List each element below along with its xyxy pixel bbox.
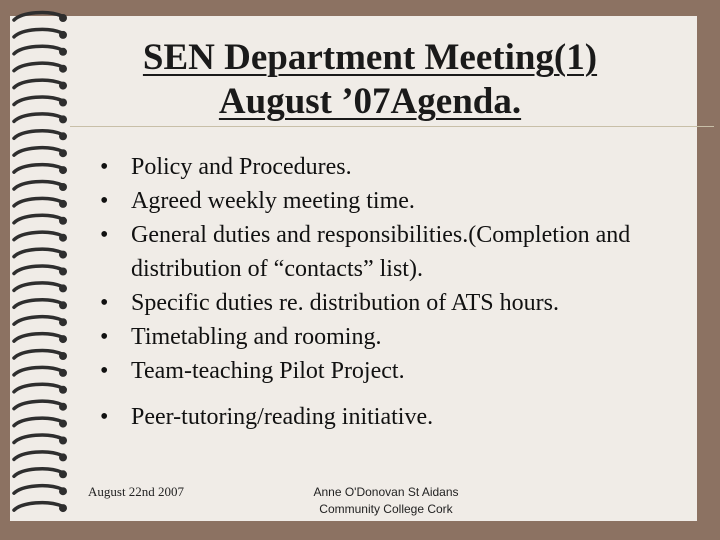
spiral-ring	[14, 46, 67, 55]
agenda-item: • Peer-tutoring/reading initiative.	[100, 400, 690, 434]
spiral-ring	[14, 148, 67, 157]
footer-date: August 22nd 2007	[88, 484, 185, 499]
spiral-ring	[14, 384, 67, 393]
spiral-ring	[14, 418, 67, 427]
spiral-ring	[14, 435, 67, 444]
footer-author-line-1: Anne O'Donovan St Aidans	[313, 485, 459, 499]
spiral-ring	[14, 114, 67, 123]
spiral-ring	[14, 97, 67, 106]
spiral-ring	[14, 13, 67, 22]
spiral-ring	[14, 367, 67, 376]
spiral-ring	[14, 165, 67, 174]
agenda-item: • General duties and responsibilities.(Completion and distribution of “contacts” list).	[100, 218, 690, 286]
spiral-ring	[14, 317, 67, 326]
agenda-item: • Agreed weekly meeting time.	[100, 184, 690, 218]
spiral-ring	[14, 232, 67, 241]
spiral-ring	[14, 334, 67, 343]
spiral-ring	[14, 182, 67, 191]
spiral-ring	[14, 131, 67, 140]
title-line-1: SEN Department Meeting(1)	[142, 37, 598, 78]
spiral-ring	[14, 486, 67, 495]
title-line-2: August ’07Agenda.	[218, 81, 522, 122]
agenda-item: • Policy and Procedures.	[100, 150, 690, 184]
spiral-ring	[14, 300, 67, 309]
spiral-ring	[14, 29, 67, 38]
spiral-ring	[14, 80, 67, 89]
spiral-ring	[14, 266, 67, 275]
agenda-list	[100, 150, 690, 434]
spiral-ring	[14, 63, 67, 72]
spiral-ring	[14, 198, 67, 207]
spiral-ring	[14, 401, 67, 410]
agenda-item: • Team-teaching Pilot Project.	[100, 354, 690, 388]
spiral-ring	[14, 351, 67, 360]
footer-author	[286, 484, 486, 518]
spiral-ring	[14, 283, 67, 292]
footer-author-line-2: Community College Cork	[319, 502, 453, 516]
spiral-ring	[14, 469, 67, 478]
agenda-item: • Timetabling and rooming.	[100, 320, 690, 354]
title-divider	[70, 126, 714, 127]
slide-title	[70, 36, 670, 124]
spiral-ring	[14, 249, 67, 258]
spiral-ring	[14, 452, 67, 461]
spiral-ring	[14, 215, 67, 224]
agenda-item: • Specific duties re. distribution of ATS hours.	[100, 286, 690, 320]
spiral-ring	[14, 503, 67, 512]
